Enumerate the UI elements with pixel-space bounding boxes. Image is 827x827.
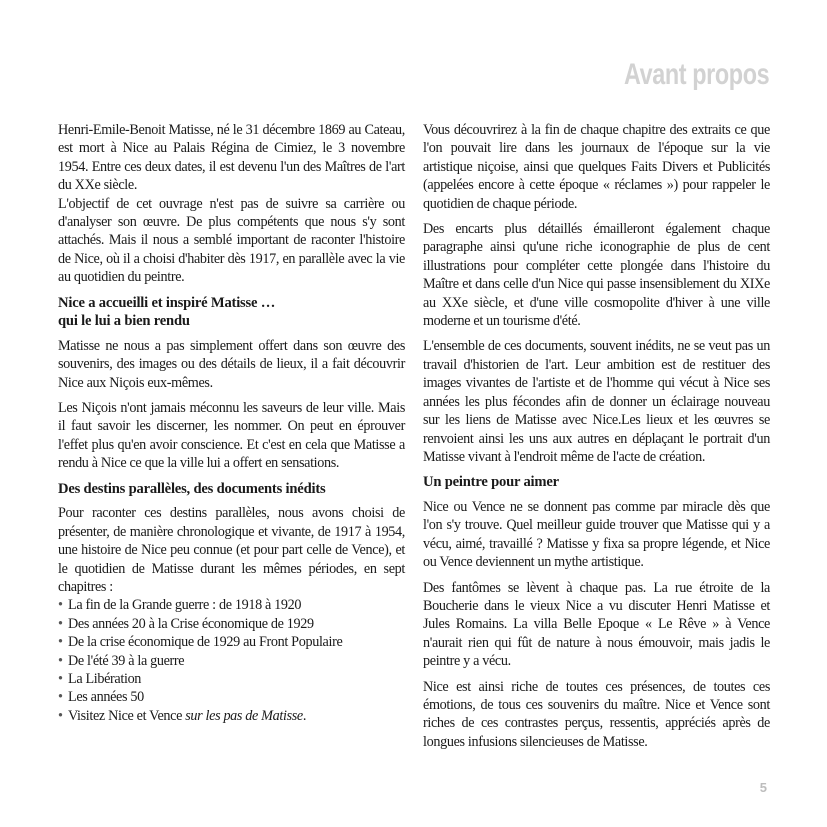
left-column: [58, 121, 405, 725]
list-item: [58, 633, 405, 651]
paragraph: Des fantômes se lèvent à chaque pas. La rue étroite de la Boucherie dans le vieux Nice a vu discuter Henri Matisse et Jules Romains. La villa Belle Epoque « Le Rêve » à Vence n'aurait rien qui fût de nature à nous émouvoir, mais jadis le peintre y a vécu.: [423, 579, 770, 670]
paragraph: Pour raconter ces destins parallèles, nous avons choisi de présenter, de manière chronologique et vivante, de 1917 à 1954, une histoire de Nice peu connue (et pour part celle de Vence), et le quotidien de Matisse durant les mêmes périodes, en sept chapitres :: [58, 505, 405, 595]
bullet-icon: •: [58, 707, 63, 724]
bullet-icon: •: [58, 634, 63, 651]
list-item: [58, 670, 405, 688]
right-column: [423, 121, 770, 758]
paragraph: Nice est ainsi riche de toutes ces présences, de toutes ces émotions, de tous ces souvenirs du maître. Nice et Vence sont riches de ces contrastes perçus, ressentis, appréciés après de longues infusions silencieuses de Matisse.: [423, 678, 770, 750]
chapter-label: La fin de la Grande guerre : de 1918 à 1920: [68, 597, 302, 614]
chapter-label-prefix: Visitez Nice et Vence: [68, 707, 186, 724]
bullet-icon: •: [58, 615, 63, 632]
chapter-label: De l'été 39 à la guerre: [68, 652, 185, 669]
list-item: [58, 652, 405, 670]
chapter-label: Les années 50: [68, 689, 144, 706]
intro-paragraph: Henri-Emile-Benoit Matisse, né le 31 décembre 1869 au Cateau, est mort à Nice au Palais Régina de Cimiez, le 3 novembre 1954. Entre ces deux dates, il est devenu l'un des Maîtres de l'art du XXe siècle.: [58, 122, 405, 194]
chapter-label: La Libération: [68, 670, 142, 687]
list-item: [58, 707, 405, 725]
section-heading-destins: Des destins parallèles, des documents inédits: [58, 480, 326, 497]
paragraph: Les Niçois n'ont jamais méconnu les saveurs de leur ville. Mais il faut savoir les discerner, les nommer. On peut en éprouver l'effet plus qu'en avoir conscience. Et c'est en cela que Matisse a rendu à Nice ce que la ville lui a offert en sensations.: [58, 400, 405, 472]
section-heading-nice-inspire: [58, 294, 405, 331]
chapter-label-suffix: .: [302, 707, 307, 724]
chapter-list: [58, 596, 405, 725]
chapter-label: De la crise économique de 1929 au Front Populaire: [68, 634, 343, 651]
list-item: [58, 615, 405, 633]
heading-line: qui le lui a bien rendu: [58, 313, 190, 330]
list-item: [58, 596, 405, 614]
section-heading-peintre: Un peintre pour aimer: [423, 474, 559, 491]
chapter-label-italic: sur les pas de Matisse: [185, 707, 303, 724]
heading-line: Nice a accueilli et inspiré Matisse …: [58, 294, 276, 311]
bullet-icon: •: [58, 670, 63, 687]
paragraph: Vous découvrirez à la fin de chaque chapitre des extraits ce que l'on pouvait lire dans les journaux de l'époque sur la vie artistique niçoise, ainsi que quelques Faits Divers et Publicités (appelées encore à cette époque « réclames ») pour rappeler le quotidien de chaque période.: [423, 122, 770, 212]
objective-paragraph: L'objectif de cet ouvrage n'est pas de suivre sa carrière ou d'analyser son œuvre. De plus compétents que nous s'y sont attachés. Mais il nous a semblé important de raconter l'histoire de Nice, où il a choisi d'habiter dès 1917, en parallèle avec la vie au quotidien du peintre.: [58, 195, 405, 286]
chapter-label: Des années 20 à la Crise économique de 1929: [68, 615, 314, 632]
bullet-icon: •: [58, 597, 63, 614]
bullet-icon: •: [58, 689, 63, 706]
page-number: 5: [759, 780, 767, 795]
paragraph: L'ensemble de ces documents, souvent inédits, ne se veut pas un travail d'historien de l'art. Leur ambition est de restituer des images vivantes de l'artiste et de l'homme qui vécut à Nice ses années les plus fécondes afin de donner un éclairage nouveau sur les liens de Matisse avec Nice.Les lieux et les œuvres se renvoient ainsi les uns aux autres en déplaçant le portrait d'un Matisse vivant à l'endroit même de l'acte de création.: [423, 338, 770, 465]
bullet-icon: •: [58, 652, 63, 669]
paragraph: Des encarts plus détaillés émailleront également chaque paragraphe ainsi qu'une riche iconographie de plus de cent illustrations pour compléter cette plongée dans l'histoire du Maître et dans celle d'un Nice qui passe insensiblement du XIXe au XXe siècle, et d'une ville cosmopolite d'hiver à une ville moderne et un tourisme d'été.: [423, 221, 770, 330]
page-title: Avant propos: [623, 58, 769, 91]
list-item: [58, 688, 405, 706]
paragraph: Matisse ne nous a pas simplement offert dans son œuvre des souvenirs, des images ou des détails de lieux, il a fait découvrir Nice aux Niçois eux-mêmes.: [58, 337, 405, 391]
paragraph: Nice ou Vence ne se donnent pas comme par miracle dès que l'on s'y trouve. Quel meilleur guide trouver que Matisse qui y a vécu, aimé, travaillé ? Matisse y fixa sa propre légende, et Nice ou Vence deviennent un mythe artistique.: [423, 498, 770, 571]
